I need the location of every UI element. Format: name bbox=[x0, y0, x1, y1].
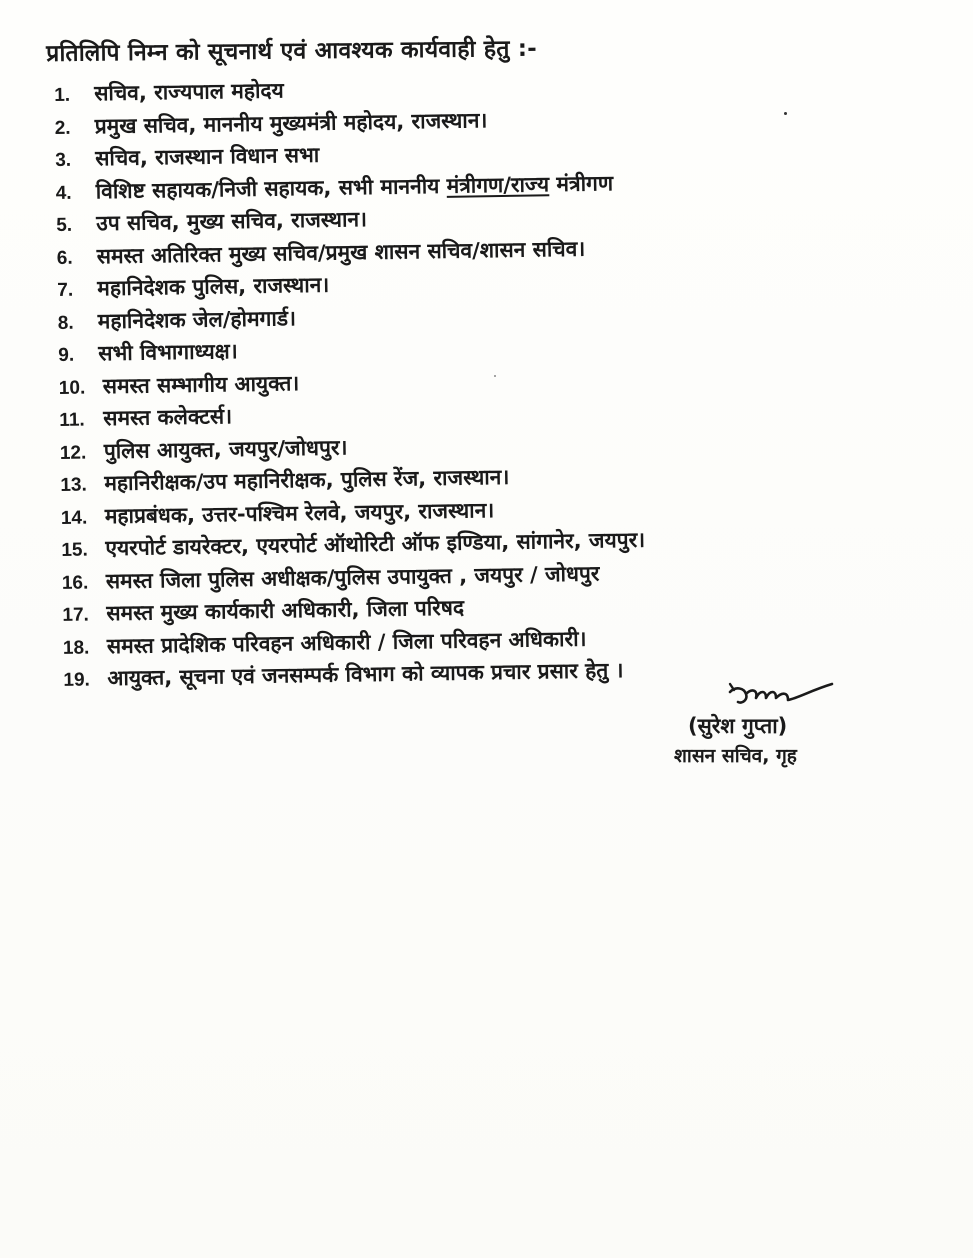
item-text-start: विशिष्ट सहायक/निजी सहायक, सभी माननीय bbox=[95, 173, 447, 203]
item-text: समस्त प्रादेशिक परिवहन अधिकारी / जिला परिवहन अधिकारी। bbox=[106, 626, 587, 658]
item-number: 9. bbox=[58, 344, 75, 366]
copy-to-heading: प्रतिलिपि निम्न को सूचनार्थ एवं आवश्यक कार्यवाही हेतु :- bbox=[46, 35, 538, 67]
item-text-underlined: मंत्रीगण/राज्य bbox=[446, 171, 550, 198]
item-text: सचिव, राजस्थान विधान सभा bbox=[95, 142, 320, 171]
item-number: 7. bbox=[57, 279, 74, 301]
item-number: 11. bbox=[59, 409, 85, 431]
signatory-name: (सुरेश गुप्ता) bbox=[688, 714, 788, 738]
item-number: 14. bbox=[60, 507, 88, 529]
item-number: 3. bbox=[55, 149, 72, 171]
item-number: 5. bbox=[56, 214, 73, 236]
item-text: पुलिस आयुक्त, जयपुर/जोधपुर। bbox=[103, 434, 348, 463]
signatory-designation: शासन सचिव, गृह bbox=[674, 745, 797, 767]
item-number: 19. bbox=[63, 669, 91, 691]
item-number: 1. bbox=[54, 84, 71, 106]
item-text: समस्त मुख्य कार्यकारी अधिकारी, जिला परिषद bbox=[106, 595, 465, 626]
item-text: समस्त कलेक्टर्स। bbox=[103, 404, 233, 431]
item-text: सचिव, राज्यपाल महोदय bbox=[94, 78, 284, 106]
scan-speck bbox=[784, 112, 787, 115]
item-text: समस्त अतिरिक्त मुख्य सचिव/प्रमुख शासन सचिव/शासन सचिव। bbox=[96, 236, 586, 268]
item-number: 4. bbox=[55, 182, 72, 204]
item-text: प्रमुख सचिव, माननीय मुख्यमंत्री महोदय, राजस्थान। bbox=[94, 107, 488, 138]
item-text: महाप्रबंधक, उत्तर-पश्चिम रेलवे, जयपुर, राजस्थान। bbox=[104, 497, 495, 528]
item-number: 17. bbox=[62, 604, 89, 626]
item-text-end: मंत्रीगण bbox=[548, 170, 614, 196]
recipient-list bbox=[54, 66, 944, 697]
item-text: महानिदेशक जेल/होमगार्ड। bbox=[97, 305, 297, 333]
item-text: महानिदेशक पुलिस, राजस्थान। bbox=[97, 272, 330, 301]
item-number: 10. bbox=[58, 377, 86, 399]
item-number: 8. bbox=[57, 312, 74, 334]
item-text: समस्त सम्भागीय आयुक्त। bbox=[102, 370, 300, 398]
item-number: 6. bbox=[56, 247, 73, 269]
item-text: महानिरीक्षक/उप महानिरीक्षक, पुलिस रेंज, राजस्थान। bbox=[104, 464, 510, 496]
handwritten-signature bbox=[726, 680, 836, 716]
item-number: 2. bbox=[54, 117, 71, 139]
item-text: उप सचिव, मुख्य सचिव, राजस्थान। bbox=[96, 207, 368, 236]
scan-speck bbox=[494, 375, 496, 377]
item-text: समस्त जिला पुलिस अधीक्षक/पुलिस उपायुक्त , जयपुर / जोधपुर bbox=[105, 560, 600, 593]
item-number: 18. bbox=[62, 637, 90, 659]
item-text: आयुक्त, सूचना एवं जनसम्पर्क विभाग को व्यापक प्रचार प्रसार हेतु । bbox=[107, 658, 624, 691]
item-number: 16. bbox=[61, 572, 89, 594]
item-text: एयरपोर्ट डायरेक्टर, एयरपोर्ट ऑथोरिटी ऑफ इण्डिया, सांगानेर, जयपुर। bbox=[105, 527, 646, 561]
item-number: 12. bbox=[59, 442, 87, 464]
item-text: सभी विभागाध्यक्ष। bbox=[98, 339, 238, 366]
signature-block bbox=[660, 680, 860, 780]
item-number: 15. bbox=[61, 539, 88, 561]
item-number: 13. bbox=[60, 474, 87, 496]
